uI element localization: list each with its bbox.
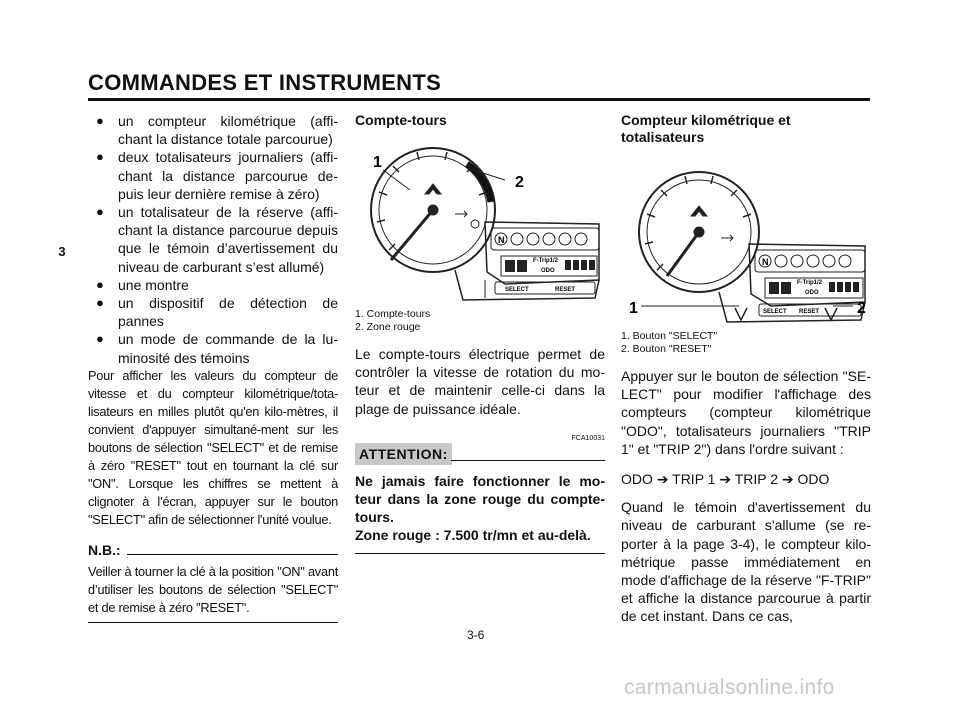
figure-caption: 2. Bouton "RESET": [621, 342, 712, 355]
callout-1: 1: [373, 154, 382, 171]
tachometer-title: Compte-tours: [355, 112, 447, 128]
note-rule: [127, 554, 338, 555]
watermark: carmanualsonline.info: [624, 676, 835, 699]
red-zone-text: Zone rouge : 7.500 tr/mn et au-delà.: [355, 527, 591, 544]
page-number: 3-6: [467, 628, 485, 642]
figure-caption: 2. Zone rouge: [355, 320, 421, 333]
header-rule: [88, 98, 870, 101]
tachometer-paragraph: Le compte-tours électrique permet de contrôler la vitesse de rotation du mo-teur et de maintenir celle-ci dans la plage de puissance idéale.: [355, 346, 605, 417]
bullet-dot-icon: ●: [96, 331, 104, 347]
column-2: [355, 112, 605, 554]
bullet-dot-icon: ●: [96, 113, 104, 128]
attention-label: ATTENTION:: [355, 443, 452, 465]
bullet-item: ● une montre: [96, 276, 189, 293]
tachometer-figure: [355, 132, 605, 304]
bullet-item: ● deux totalisateurs journaliers (affi-chant la distance parcourue de-puis leur dernière remise à zéro): [96, 149, 338, 202]
callout-1: 1: [629, 300, 638, 317]
bullet-dot-icon: ●: [96, 295, 104, 311]
odo-label: ODO: [805, 290, 819, 296]
reset-button-label: RESET: [799, 309, 820, 315]
attention-end-rule: [355, 553, 605, 554]
page-title: COMMANDES ET INSTRUMENTS: [88, 70, 442, 95]
odometer-title: Compteur kilométrique et totalisateurs: [621, 112, 791, 145]
note-heading: [88, 539, 338, 559]
instrument-cluster-buttons-illustration: [621, 156, 871, 324]
odo-label: ODO: [541, 268, 555, 274]
neutral-indicator: N: [762, 257, 769, 267]
trip-label: F-Trip1/2: [533, 258, 559, 264]
mode-sequence: ODO ➔ TRIP 1 ➔ TRIP 2 ➔ ODO: [621, 471, 830, 488]
figure-caption: 1. Bouton "SELECT": [621, 330, 718, 342]
column-3: [621, 112, 871, 626]
bullet-dot-icon: ●: [96, 204, 104, 220]
bullet-dot-icon: ●: [96, 149, 104, 165]
attention-rule: [451, 460, 605, 461]
note-label: N.B.:: [88, 541, 121, 558]
odometer-figure: [621, 156, 871, 324]
warning-text: Ne jamais faire fonctionner le mo-teur dans la zone rouge du compte-tours.: [355, 472, 605, 526]
instrument-cluster-illustration: [355, 132, 605, 304]
select-button-label: SELECT: [763, 309, 787, 315]
note-text: Veiller à tourner la clé à la position "ON" avant d’utiliser les boutons de sélection "SELECT" et de remise à zéro "RESET".: [88, 563, 338, 615]
bullet-dot-icon: ●: [96, 276, 104, 292]
reserve-paragraph: Quand le témoin d'avertissement du niveau de carburant s'allume (se re-porter à la page 3-4), le compteur kilo-métrique passe immédiatement en mode d'affichage de la réserve "F-TRIP" et affiche la distance parcourue à partir de cet instant. Dans ce cas,: [621, 499, 871, 625]
select-label: SELECT: [505, 287, 529, 293]
callout-2: 2: [857, 300, 866, 317]
chapter-tab: 3: [58, 244, 66, 259]
trip-label: F-Trip1/2: [797, 280, 823, 286]
bullet-item: ● un mode de commande de la lu-minosité des témoins: [96, 331, 338, 366]
select-paragraph: Appuyer sur le bouton de sélection "SE-LECT" pour modifier l'affichage des compteurs (compteur kilométrique "ODO", totalisateurs journaliers "TRIP 1" et "TRIP 2") dans l'ordre suivant :: [621, 368, 871, 457]
bullet-item: ● un compteur kilométrique (affi-chant la distance totale parcourue): [96, 113, 338, 148]
reset-label: RESET: [555, 287, 576, 293]
units-paragraph: Pour afficher les valeurs du compteur de vitesse et du compteur kilométrique/tota-lisateurs en milles plutôt qu'en kilo-mètres, il convient d'appuyer simultané-ment sur les boutons de sélection "SELECT" et de remise à zéro "RESET" tout en tournant la clé sur "ON". Lorsque les chiffres se mettent à clignoter à l’écran, appuyer sur le bouton "SELECT" afin de sélectionner l'unité voulue.: [88, 367, 338, 527]
bullet-item: ● un totalisateur de la réserve (affi-chant la distance parcourue depuis que le témoin d’avertissement du niveau de carburant s’est allumé): [96, 204, 338, 275]
callout-2: 2: [515, 174, 524, 191]
attention-code: FCA10031: [571, 434, 605, 442]
attention-heading: [355, 430, 605, 466]
column-1: [88, 112, 338, 623]
bullet-item: ● un dispositif de détection de pannes: [96, 295, 338, 330]
neutral-indicator: N: [498, 235, 505, 245]
note-end-rule: [88, 622, 338, 623]
figure-caption: 1. Compte-tours: [355, 308, 431, 320]
